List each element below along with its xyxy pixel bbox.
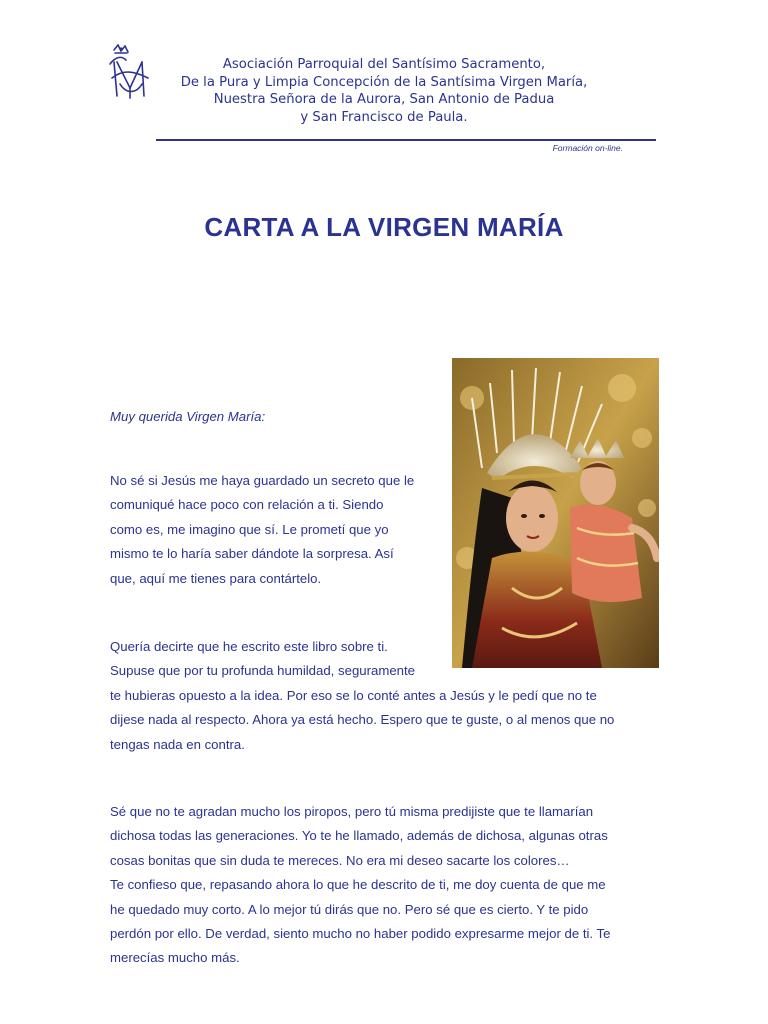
text-line: comuniqué hace poco con relación a ti. Siendo	[110, 497, 384, 513]
virgin-mary-photo	[452, 358, 659, 668]
text-line: Quería decirte que he escrito este libro sobre ti.	[110, 639, 388, 654]
text-line: tengas nada en contra.	[110, 736, 245, 752]
text-line: No sé si Jesús me haya guardado un secreto que le	[110, 473, 415, 488]
organization-name	[150, 56, 618, 126]
paragraph-3	[110, 800, 658, 971]
salutation: Muy querida Virgen María:	[110, 409, 266, 424]
paragraph-2-continued	[110, 684, 658, 757]
page-title: CARTA A LA VIRGEN MARÍA	[204, 212, 564, 242]
text-line: perdón por ello. De verdad, siento mucho no haber podido expresarme mejor de ti. Te	[110, 926, 611, 942]
text-line: como es, me imagino que sí. Le prometí que yo	[110, 521, 389, 537]
text-line: que, aquí me tienes para contártelo.	[110, 570, 322, 586]
text-line: te hubieras opuesto a la idea. Por eso se lo conté antes a Jesús y le pedí que no te	[110, 688, 597, 703]
paragraph-1	[110, 469, 445, 591]
text-line: Sé que no te agradan mucho los piropos, pero tú misma predijiste que te llamarían	[110, 804, 594, 819]
org-line: Nuestra Señora de la Aurora, San Antonio de Padua	[213, 92, 555, 107]
text-line: dijese nada al respecto. Ahora ya está hecho. Espero que te guste, o al menos que no	[110, 712, 615, 728]
text-line: Supuse que por tu profunda humildad, seguramente	[110, 663, 415, 679]
text-line: Te confieso que, repasando ahora lo que he descrito de ti, me doy cuenta de que me	[110, 877, 606, 893]
org-line: Asociación Parroquial del Santísimo Sacramento,	[222, 57, 546, 72]
org-line: y San Francisco de Paula.	[300, 109, 468, 125]
text-line: cosas bonitas que sin duda te mereces. No era mi deseo sacarte los colores…	[110, 852, 570, 868]
org-line: De la Pura y Limpia Concepción de la Santísima Virgen María,	[180, 74, 588, 90]
parish-monogram-logo	[108, 44, 154, 102]
paragraph-2-start	[110, 635, 445, 684]
text-line: he quedado muy corto. A lo mejor tú dirás que no. Pero sé que es cierto. Y te pido	[110, 901, 589, 917]
header-tagline: Formación on-line.	[552, 143, 623, 153]
text-line: mismo te lo haría saber dándote la sorpresa. Así	[110, 546, 394, 562]
text-line: dichosa todas las generaciones. Yo te he llamado, además de dichosa, algunas otras	[110, 828, 608, 844]
text-line: merecías mucho más.	[110, 950, 240, 966]
header-divider	[156, 139, 656, 141]
